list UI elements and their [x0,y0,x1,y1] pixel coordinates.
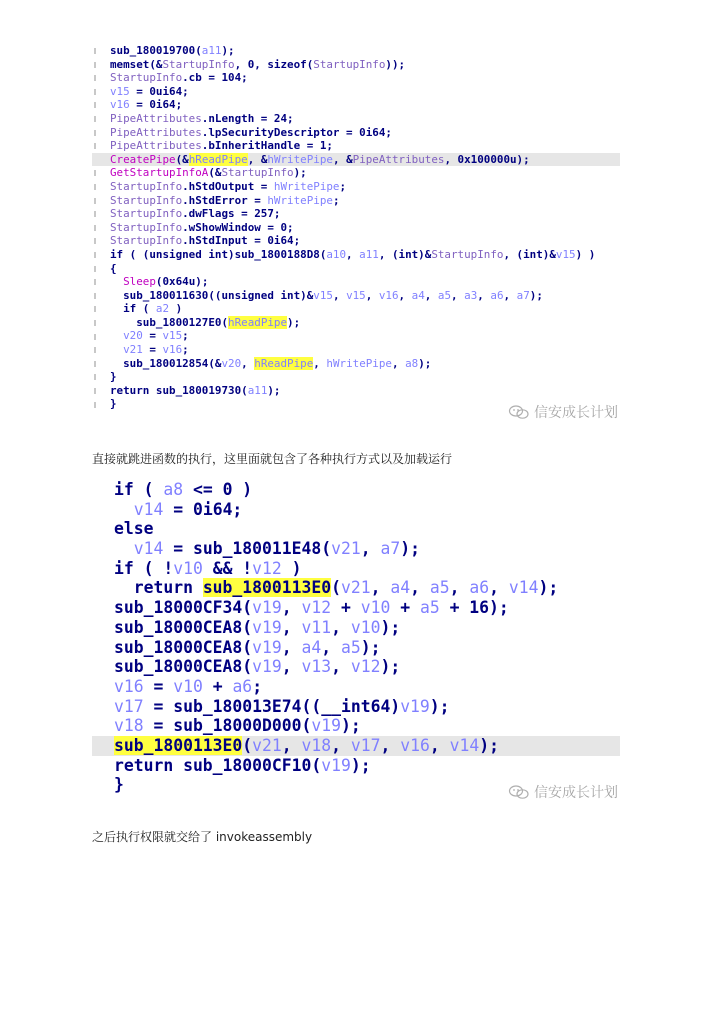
code-line [92,71,620,85]
code-token: a7 [380,539,401,559]
code-token: , [360,539,381,559]
code-token: , [313,356,327,370]
code-token: v19 [252,598,282,618]
wechat-icon [508,404,530,420]
code-line [92,519,620,539]
code-token: v14 [133,539,164,559]
code-token: v19 [252,637,282,657]
code-line [92,85,620,99]
code-token: ); [287,315,301,329]
code-token: + [331,598,361,618]
code-token: v14 [508,578,539,598]
code-token: v21 [331,539,361,559]
code-token: hReadPipe [254,356,314,370]
code-token: .hStdError = [182,193,268,207]
code-token: v19 [252,617,282,637]
code-token: hReadPipe [188,152,248,166]
code-token: , [331,617,351,637]
code-token: GetStartupInfoA [110,166,209,180]
code-token: StartupInfo [313,57,386,71]
code-token: + 16); [439,598,509,618]
code-token: v19 [311,716,341,736]
code-line [92,329,620,343]
watermark-text: 信安成长计划 [534,785,618,801]
code-line [92,756,620,776]
code-line [92,248,620,262]
code-token: , [332,288,347,302]
code-token: else [114,519,154,539]
code-token: v17 [114,696,144,716]
code-token: , [321,637,342,657]
code-line [92,166,620,180]
code-token: ; [182,343,189,357]
code-line [92,480,620,500]
code-token: , [489,578,509,598]
code-line [92,539,620,559]
code-token: v11 [301,617,332,637]
code-token: sub_1800127E0( [110,315,229,329]
code-token: ); [221,44,235,57]
code-token: v15 [110,84,130,98]
code-token: , [477,288,491,302]
code-token: PipeAttributes [110,125,202,139]
code-token: a3 [464,288,478,302]
code-token [114,500,134,519]
code-token: v15 [555,247,576,261]
code-token: v17 [350,735,381,755]
code-token: v14 [133,499,164,519]
code-line [92,180,620,194]
code-token: if ( [114,480,164,499]
code-token [114,539,134,558]
code-token: a8 [163,480,184,499]
code-token: ) [169,302,183,316]
code-token: PipeAttributes [110,139,202,153]
code-token [110,275,123,288]
code-token: ); [400,539,420,559]
code-line [92,598,620,618]
code-token: sub_180011630((unsigned int)& [110,288,314,302]
code-line [92,275,620,289]
code-token: , [424,288,438,302]
code-token: v16 [378,288,399,302]
code-token [110,329,123,342]
code-line [92,289,620,303]
code-line [92,343,620,357]
code-token: hWritePipe [267,193,333,207]
watermark-1 [508,402,618,422]
code-line [92,262,620,276]
code-token: ); [529,288,543,302]
code-token: StartupInfo [221,166,294,180]
code-token: sub_18000CEA8( [114,657,253,677]
code-token: v16 [114,676,144,696]
code-token: = sub_180011E48( [163,539,332,559]
code-token: v19 [252,657,282,677]
code-token: = sub_18000D000( [143,716,312,736]
code-line [92,736,620,756]
code-token: , [503,288,517,302]
code-token: ) [281,558,302,578]
code-line [92,58,620,72]
code-token: ); [293,166,307,180]
watermark-2 [508,782,618,802]
code-token: v20 [123,329,143,343]
code-token: sub_18000CF34( [114,598,253,618]
code-token: , (int)& [503,247,556,261]
code-token: v18 [114,716,144,736]
code-token: StartupInfo [162,57,235,71]
code-token: , [449,578,470,598]
code-token: = 0i64; [163,499,243,519]
code-line [92,207,620,221]
code-token: StartupInfo [110,71,183,85]
code-token: , [241,356,255,370]
code-token: , [331,657,351,677]
code-line [92,139,620,153]
code-token: v15 [313,288,333,302]
code-line [92,638,620,658]
code-token: return sub_18000CF10( [114,755,322,775]
code-token: , [370,578,391,598]
code-block-1 [92,44,620,411]
code-token: ); [538,578,559,598]
code-token: hReadPipe [228,315,288,329]
code-token: ); [340,716,361,736]
code-token: = 0ui64; [129,84,189,98]
code-token: a11 [247,383,268,397]
code-line [92,559,620,579]
code-token: a6 [232,676,253,696]
code-token: StartupInfo [110,220,183,234]
code-token: StartupInfo [110,179,183,193]
code-token: v16 [162,343,183,357]
code-token: , 0, sizeof( [234,57,314,71]
code-token: , [281,617,302,637]
code-token: )); [385,57,406,71]
code-token: ); [360,637,381,657]
code-line [92,194,620,208]
code-token: StartupInfo [110,234,183,248]
code-token: if ( ! [114,558,174,578]
code-token [110,343,123,356]
code-token: v19 [321,755,351,775]
code-token: ( [242,735,253,755]
code-token: (& [175,152,189,166]
code-token: v16 [400,735,430,755]
code-token: a7 [516,288,530,302]
code-token: ); [267,383,281,397]
code-token: .bInheritHandle = 1; [201,139,333,153]
code-token: v13 [301,657,332,677]
code-token: .lpSecurityDescriptor = 0i64; [201,125,392,139]
code-token: v10 [360,598,391,618]
code-line [92,697,620,717]
code-token: a5 [341,637,361,657]
code-token: sub_18000CEA8( [114,617,253,637]
code-line [92,357,620,371]
code-token: , [281,598,302,618]
code-token: , [380,735,401,755]
code-token: a5 [437,288,452,302]
code-token: a4 [390,578,411,598]
code-token: a5 [419,598,440,618]
code-token: sub_180012854(& [110,356,222,370]
code-token: .wShowWindow = 0; [182,220,294,234]
code-token: , & [247,152,268,166]
code-token: , [451,288,465,302]
code-token: v12 [350,657,381,677]
code-token: .nLength = 24; [201,111,294,125]
code-token: v18 [301,735,332,755]
code-token: } [114,775,124,795]
code-token: = sub_180013E74((__int64) [143,696,401,716]
code-token: v12 [301,598,332,618]
code-line [92,384,620,398]
code-line [92,716,620,736]
code-token: + [202,676,233,696]
code-token: a8 [405,356,419,370]
code-token: , & [332,152,353,166]
code-token: ; [339,179,347,193]
code-token: ); [350,755,371,775]
code-token: v20 [221,356,242,370]
code-token: a5 [429,578,450,598]
code-token: if ( [110,302,156,316]
code-token: v10 [173,558,203,578]
caption-1: 直接就跳进函数的执行，这里面就包含了各种执行方式以及加载运行 [92,452,453,466]
code-token: a6 [490,288,504,302]
code-token: v15 [346,288,366,302]
code-token: { [110,261,117,275]
code-token: sub_18000CEA8( [114,637,253,657]
code-token: if ( (unsigned int)sub_1800188D8( [110,247,327,261]
code-token: v21 [252,735,282,755]
code-token: ); [380,617,401,637]
code-token: a6 [469,578,490,598]
code-token: a11 [359,247,379,261]
code-token: v21 [340,578,371,598]
code-line [92,112,620,126]
code-token: , (int)& [378,247,432,261]
code-token: ); [429,696,450,716]
code-token: , [281,657,302,677]
code-token: ; [252,676,263,696]
code-token: ) ) [575,247,596,261]
code-token: .hStdOutput = [182,179,274,193]
caption-2: 之后执行权限就交给了 invokeassembly [92,830,313,844]
code-token: , 0x100000u); [444,152,530,166]
code-token: memset(& [110,57,163,71]
code-line [92,618,620,638]
code-token: ); [418,356,432,370]
wechat-icon [508,784,530,800]
code-token: a4 [411,288,425,302]
code-token: , [331,735,351,755]
code-token: v19 [400,696,430,716]
code-token: , [365,288,379,302]
code-token: v16 [110,98,130,112]
code-line [92,677,620,697]
code-token: ; [332,193,340,207]
code-token: = [142,329,163,343]
code-token: StartupInfo [110,207,183,221]
code-token: a2 [155,302,170,316]
code-line [92,657,620,677]
code-token: .dwFlags = 257; [182,207,281,221]
code-token: v10 [173,676,203,696]
code-line [92,316,620,330]
code-token: sub_1800113E0 [114,735,243,755]
code-token: a10 [326,247,347,261]
code-token: StartupInfo [431,247,504,261]
code-token: hWritePipe [326,356,392,370]
code-token: PipeAttributes [352,152,445,166]
code-token: return sub_180019730( [110,383,248,397]
code-token: ; [182,329,189,343]
code-token: (0x64u); [155,275,209,289]
code-token: hWritePipe [273,179,340,193]
code-line [92,500,620,520]
code-line [92,221,620,235]
code-token: && ! [202,558,253,578]
code-line [92,302,620,316]
code-screenshot-2 [92,480,620,820]
code-token: } [110,397,117,411]
code-token: <= 0 ) [183,480,253,499]
code-token: a4 [301,637,322,657]
code-line [92,578,620,598]
code-token: Sleep [123,275,156,289]
code-token: sub_1800113E0 [202,578,332,598]
code-token: ); [380,657,401,677]
code-token: = [143,676,174,696]
code-token: v14 [449,735,480,755]
code-token: .cb = 104; [182,71,248,85]
code-token: .hStdInput = 0i64; [182,234,301,248]
code-token: sub_180019700( [110,44,202,57]
code-token: } [110,370,117,384]
code-line [92,234,620,248]
code-line [92,153,620,167]
code-block-2 [92,480,620,795]
code-token: = [142,343,163,357]
code-screenshot-1 [92,44,620,434]
code-token: , [398,288,412,302]
code-token: , [346,247,360,261]
code-token: PipeAttributes [110,111,202,125]
code-token: v10 [350,617,381,637]
code-line [92,98,620,112]
code-line [92,44,620,58]
code-token: , [391,356,406,370]
code-token: ( [331,578,341,598]
code-token: , [429,735,450,755]
code-token: v12 [252,558,282,578]
code-token: , [410,578,430,598]
code-token: = 0i64; [129,98,183,112]
code-token: (& [208,166,222,180]
code-token: + [390,598,420,618]
watermark-text: 信安成长计划 [534,405,618,421]
code-token: a11 [201,44,222,57]
code-token: v21 [123,343,143,357]
code-line [92,126,620,140]
code-token: , [281,735,302,755]
code-token: ); [479,735,499,755]
code-token: return [114,578,203,598]
code-token: StartupInfo [110,193,183,207]
code-token: CreatePipe [110,152,176,166]
code-line [92,370,620,384]
code-token: hWritePipe [267,152,333,166]
code-token: , [281,637,302,657]
code-token: v15 [162,329,183,343]
